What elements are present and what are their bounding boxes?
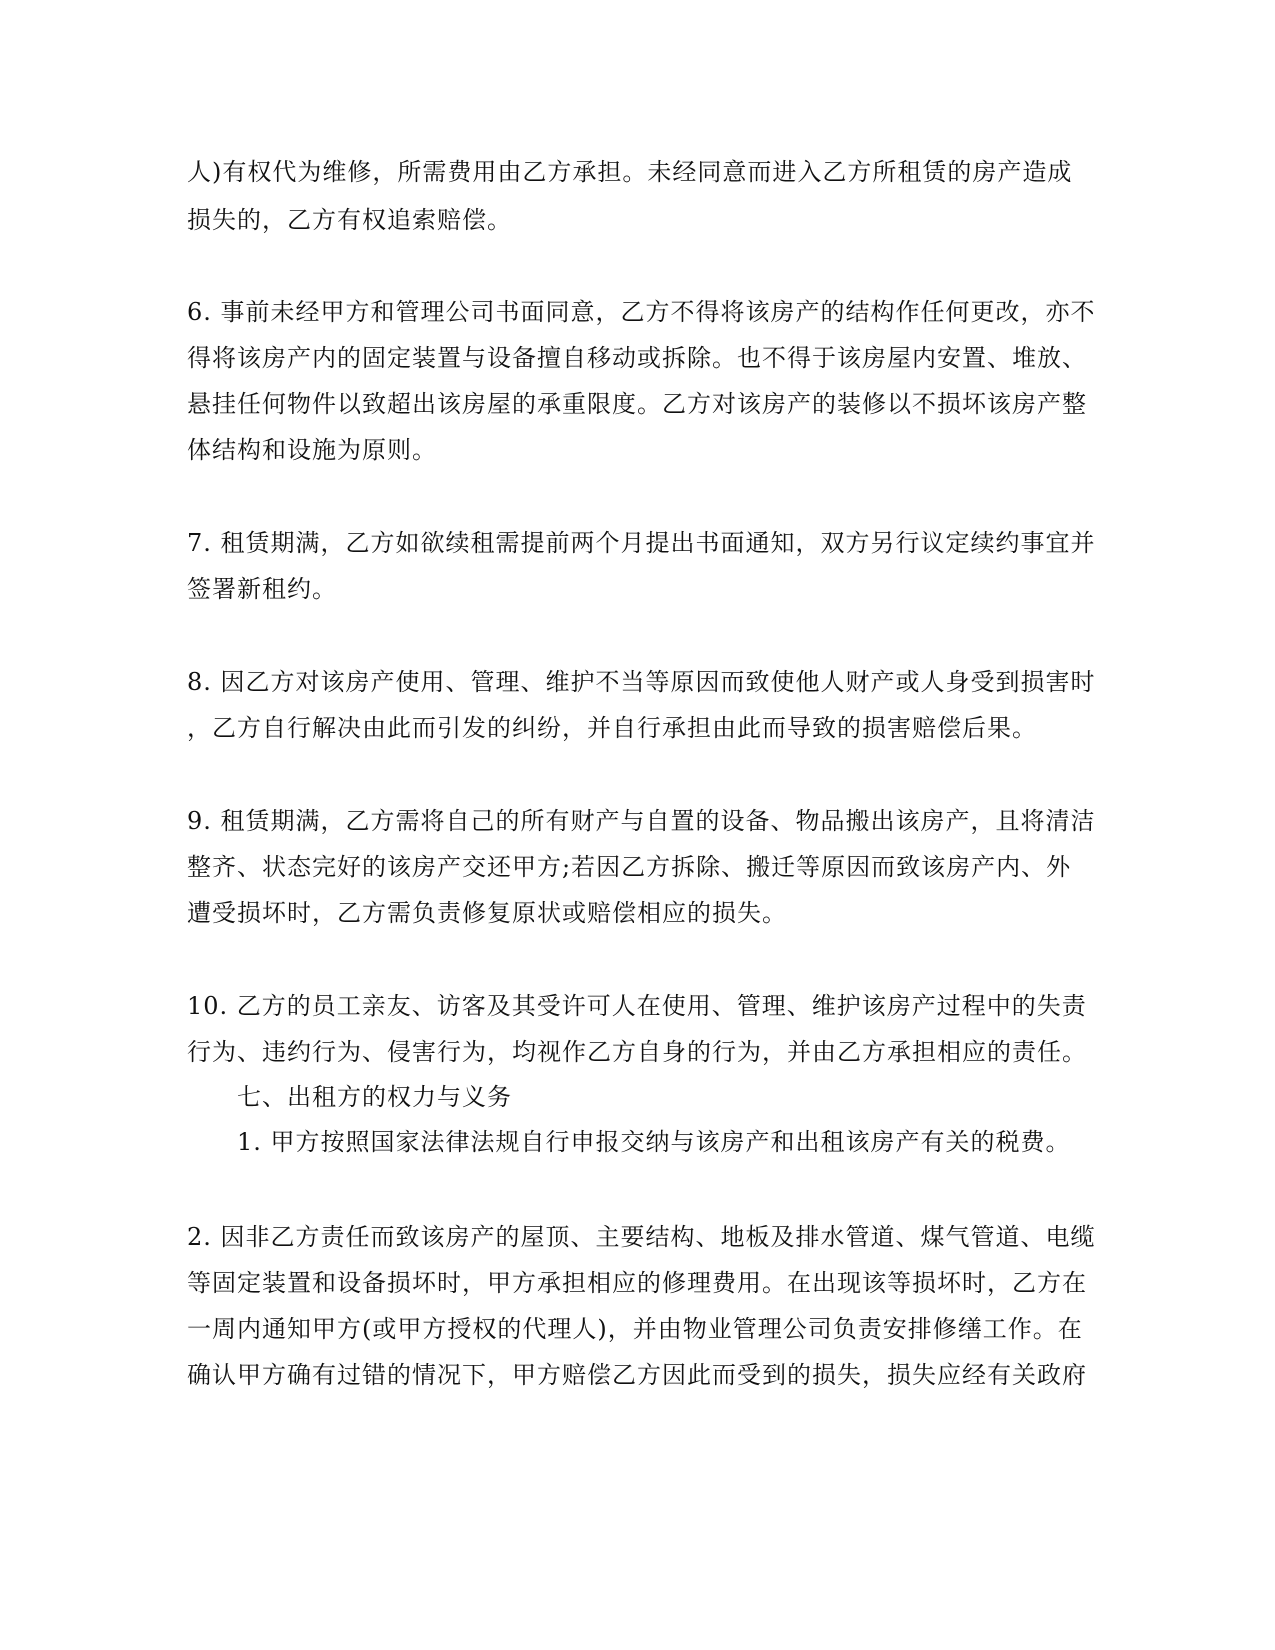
section-heading: 七、出租方的权力与义务	[237, 1083, 512, 1111]
text-line: 得将该房产内的固定装置与设备擅自移动或拆除。也不得于该房屋内安置、堆放、	[187, 344, 1087, 372]
text-line: 9. 租赁期满，乙方需将自己的所有财产与自置的设备、物品搬出该房产，且将清洁	[187, 807, 1096, 835]
text-line: 6. 事前未经甲方和管理公司书面同意，乙方不得将该房产的结构作任何更改，亦不	[187, 298, 1096, 326]
text-line: 遭受损坏时，乙方需负责修复原状或赔偿相应的损失。	[187, 899, 787, 927]
text-line: 等固定装置和设备损坏时，甲方承担相应的修理费用。在出现该等损坏时，乙方在	[187, 1269, 1087, 1297]
text-line: 损失的，乙方有权追索赔偿。	[187, 206, 512, 234]
text-line: 一周内通知甲方(或甲方授权的代理人)，并由物业管理公司负责安排修缮工作。在	[187, 1315, 1083, 1343]
text-line: 2. 因非乙方责任而致该房产的屋顶、主要结构、地板及排水管道、煤气管道、电缆	[187, 1223, 1096, 1251]
text-line: 整齐、状态完好的该房产交还甲方;若因乙方拆除、搬迁等原因而致该房产内、外	[187, 853, 1072, 881]
text-line: 签署新租约。	[187, 575, 337, 603]
text-line: 1. 甲方按照国家法律法规自行申报交纳与该房产和出租该房产有关的税费。	[237, 1128, 1071, 1156]
text-line: 8. 因乙方对该房产使用、管理、维护不当等原因而致使他人财产或人身受到损害时	[187, 668, 1096, 696]
text-line: 7. 租赁期满，乙方如欲续租需提前两个月提出书面通知，双方另行议定续约事宜并	[187, 529, 1096, 557]
text-line: 行为、违约行为、侵害行为，均视作乙方自身的行为，并由乙方承担相应的责任。	[187, 1038, 1087, 1066]
text-line: 人)有权代为维修，所需费用由乙方承担。未经同意而进入乙方所租赁的房产造成	[187, 158, 1073, 186]
text-line: 体结构和设施为原则。	[187, 436, 437, 464]
text-line: 10. 乙方的员工亲友、访客及其受许可人在使用、管理、维护该房产过程中的失责	[187, 992, 1087, 1020]
text-line: ，乙方自行解决由此而引发的纠纷，并自行承担由此而导致的损害赔偿后果。	[187, 714, 1037, 742]
text-line: 确认甲方确有过错的情况下，甲方赔偿乙方因此而受到的损失，损失应经有关政府	[187, 1361, 1087, 1389]
text-line: 悬挂任何物件以致超出该房屋的承重限度。乙方对该房产的装修以不损坏该房产整	[187, 390, 1087, 418]
